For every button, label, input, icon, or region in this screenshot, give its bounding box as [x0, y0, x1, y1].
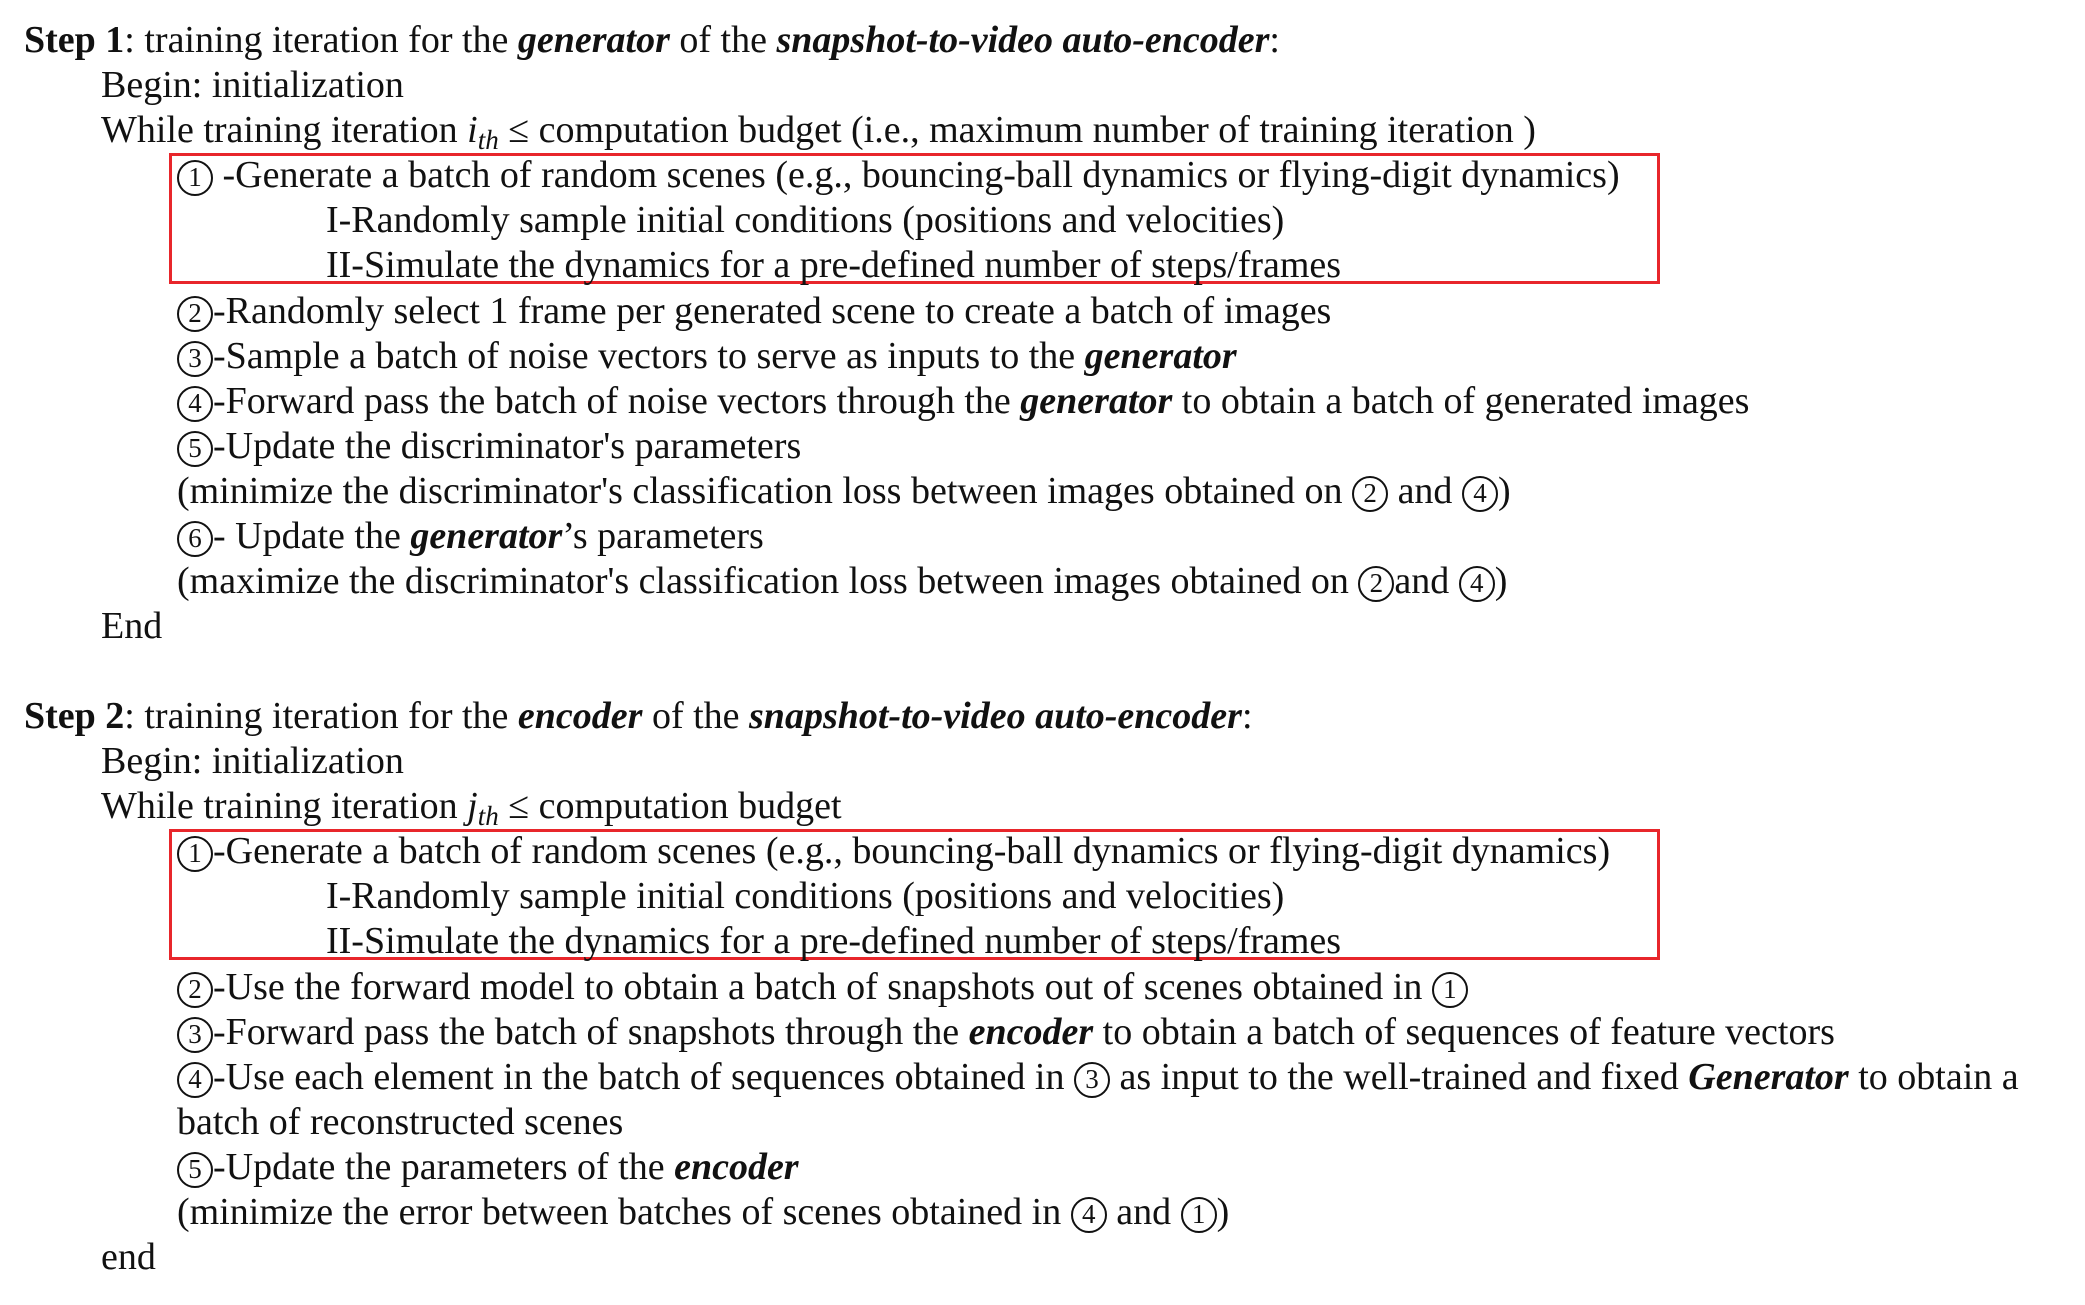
step2-while: While training iteration $j_{th}$ ≤ computation budget	[101, 785, 842, 831]
circled-number-1: 1	[177, 836, 213, 872]
step1-item-2: 2 -Randomly select 1 frame per generated scene to create a batch of images	[177, 288, 1331, 334]
step2-item-5-note: (minimize the error between batches of scenes obtained in 4 and 1 )	[177, 1191, 1230, 1233]
circled-number-2: 2	[177, 296, 213, 332]
step2-heading: Step 2: training iteration for the encoder of the snapshot-to-video auto-encoder:	[24, 695, 1253, 737]
circled-number-2: 2	[177, 972, 213, 1008]
step1-item-6-note: (maximize the discriminator's classification loss between images obtained on 2 and 4 )	[177, 560, 1508, 602]
circled-number-4: 4	[177, 1062, 213, 1098]
step1-iter-var: i	[467, 109, 478, 151]
step2-iter-var: j	[467, 785, 478, 827]
step1-end: End	[101, 605, 163, 647]
circled-number-3: 3	[177, 1017, 213, 1053]
step2-item-1-sub-ii: II-Simulate the dynamics for a pre-defined number of steps/frames	[326, 920, 1342, 962]
step2-item-4-cont: batch of reconstructed scenes	[177, 1101, 624, 1143]
circled-number-3: 3	[177, 341, 213, 377]
step2-begin: Begin: initialization	[101, 740, 404, 782]
step1-generator-term: generator	[517, 19, 670, 61]
step1-model-term: snapshot-to-video auto-encoder	[776, 19, 1270, 61]
step1-heading: Step 1: training iteration for the generator of the snapshot-to-video auto-encoder:	[24, 19, 1280, 61]
step2-label: Step 2	[24, 695, 125, 737]
step2-item-1: 1 -Generate a batch of random scenes (e.g., bouncing-ball dynamics or flying-digit dynamics)	[177, 828, 1610, 874]
circled-ref-4: 4	[1459, 566, 1495, 602]
circled-ref-4: 4	[1071, 1197, 1107, 1233]
step1-item-3: 3 -Sample a batch of noise vectors to serve as inputs to the generator	[177, 333, 1237, 379]
step1-item-5-note: (minimize the discriminator's classification loss between images obtained on 2 and 4 )	[177, 470, 1511, 512]
step2-item-2: 2 -Use the forward model to obtain a batch of snapshots out of scenes obtained in 1	[177, 964, 1468, 1010]
step1-item-6: 6 - Update the generator’s parameters	[177, 513, 764, 559]
circled-number-5: 5	[177, 431, 213, 467]
step2-encoder-term: encoder	[517, 695, 643, 737]
step1-while: While training iteration $i_{th}$ ≤ computation budget (i.e., maximum number of training iteration )	[101, 109, 1536, 155]
step2-end: end	[101, 1236, 156, 1278]
step1-label: Step 1	[24, 19, 125, 61]
circled-ref-1: 1	[1181, 1197, 1217, 1233]
circled-number-4: 4	[177, 386, 213, 422]
step2-item-1-sub-i: I-Randomly sample initial conditions (positions and velocities)	[326, 875, 1285, 917]
circled-ref-2: 2	[1358, 566, 1394, 602]
step1-item-5: 5 -Update the discriminator's parameters	[177, 423, 801, 469]
circled-ref-1: 1	[1432, 972, 1468, 1008]
step1-begin: Begin: initialization	[101, 64, 404, 106]
step1-item-4: 4 -Forward pass the batch of noise vectors through the generator to obtain a batch of generated images	[177, 378, 1749, 424]
step2-item-3: 3 -Forward pass the batch of snapshots through the encoder to obtain a batch of sequences of feature vectors	[177, 1009, 1835, 1055]
circled-number-6: 6	[177, 521, 213, 557]
circled-ref-4: 4	[1462, 476, 1498, 512]
circled-number-1: 1	[177, 160, 213, 196]
step2-item-4: 4 -Use each element in the batch of sequences obtained in 3 as input to the well-trained and fixed Generator to obtain a	[177, 1054, 2019, 1100]
step2-item-5: 5 -Update the parameters of the encoder	[177, 1144, 799, 1190]
circled-ref-2: 2	[1352, 476, 1388, 512]
step1-item-1-sub-ii: II-Simulate the dynamics for a pre-defined number of steps/frames	[326, 244, 1342, 286]
circled-number-5: 5	[177, 1152, 213, 1188]
step1-item-1: 1 -Generate a batch of random scenes (e.g., bouncing-ball dynamics or flying-digit dynamics)	[177, 152, 1620, 198]
circled-ref-3: 3	[1074, 1062, 1110, 1098]
step1-item-1-sub-i: I-Randomly sample initial conditions (positions and velocities)	[326, 199, 1285, 241]
step2-model-term: snapshot-to-video auto-encoder	[749, 695, 1242, 737]
